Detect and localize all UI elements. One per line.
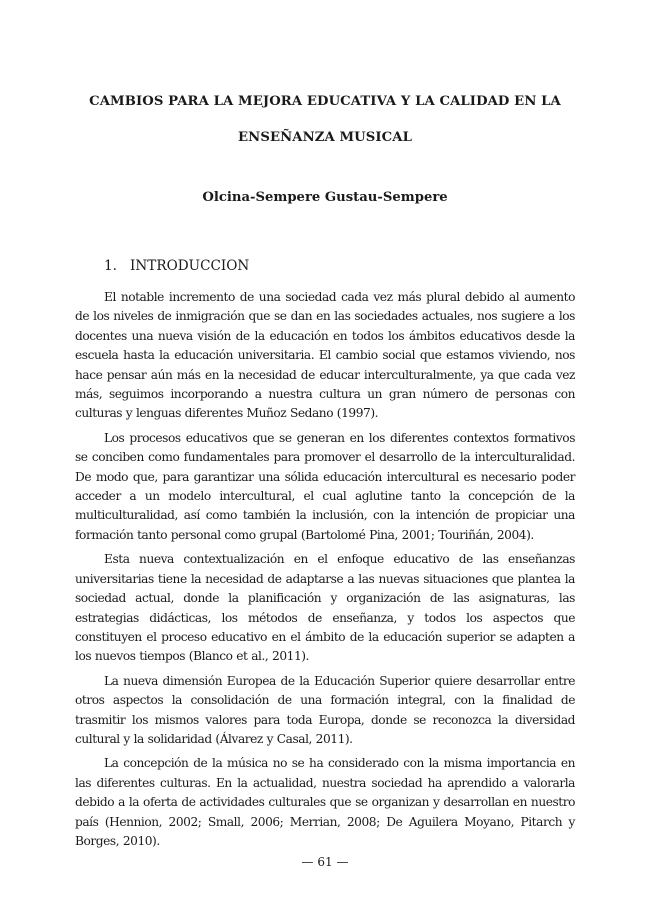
paragraph: Esta nueva contextualización en el enfoque educativo de las enseñanzas universitarias tiene la necesidad de adaptarse a las nuevas situaciones que plantea la sociedad actual, donde la planificación y organización de las asignaturas, las estrategias didácticas, los métodos de enseñanza, y todos los aspectos que constituyen el proceso educativo en el ámbito de la educación superior se adapten a los nuevos tiempos (Blanco et al., 2011). <box>75 552 575 664</box>
title-line-1: CAMBIOS PARA LA MEJORA EDUCATIVA Y LA CALIDAD EN LA <box>89 94 561 109</box>
paragraph: La nueva dimensión Europea de la Educación Superior quiere desarrollar entre otros aspectos la consolidación de una formación integral, con la finalidad de trasmitir los mismos valores para toda Europa, donde se reconozca la diversidad cultural y la solidaridad (Álvarez y Casal, 2011). <box>75 673 575 746</box>
body-text <box>75 288 575 856</box>
paragraph: La concepción de la música no se ha considerado con la misma importancia en las diferentes culturas. En la actualidad, nuestra sociedad ha aprendido a valorarla debido a la oferta de actividades culturales que se organizan y desarrollan en nuestro país (Hennion, 2002; Small, 2006; Merrian, 2008; De Aguilera Moyano, Pitarch y Borges, 2010). <box>75 756 575 848</box>
paragraph: El notable incremento de una sociedad cada vez más plural debido al aumento de los niveles de inmigración que se dan en las sociedades actuales, nos sugiere a los docentes una nueva visión de la educación en todos los ámbitos educativos desde la escuela hasta la educación universitaria. El cambio social que estamos viviendo, nos hace pensar aún más en la necesidad de educar interculturalmente, ya que cada vez más, seguimos incorporando a nuestra cultura un gran número de personas con culturas y lenguas diferentes Muñoz Sedano (1997). <box>75 290 575 421</box>
page-number: — 61 — <box>301 855 349 869</box>
title-line-2: ENSEÑANZA MUSICAL <box>238 130 412 145</box>
section-title: INTRODUCCION <box>130 258 250 274</box>
section-heading <box>104 258 249 274</box>
paragraph: Los procesos educativos que se generan en los diferentes contextos formativos se conciben como fundamentales para promover el desarrollo de la interculturalidad. De modo que, para garantizar una sólida educación intercultural es necesario poder acceder a un modelo intercultural, el cual aglutine tanto la concepción de la multiculturalidad, así como también la inclusión, con la intención de propiciar una formación tanto personal como grupal (Bartolomé Pina, 2001; Touriñán, 2004). <box>75 430 575 542</box>
author-name: Olcina-Sempere Gustau-Sempere <box>202 190 448 205</box>
section-number: 1. <box>104 258 117 274</box>
